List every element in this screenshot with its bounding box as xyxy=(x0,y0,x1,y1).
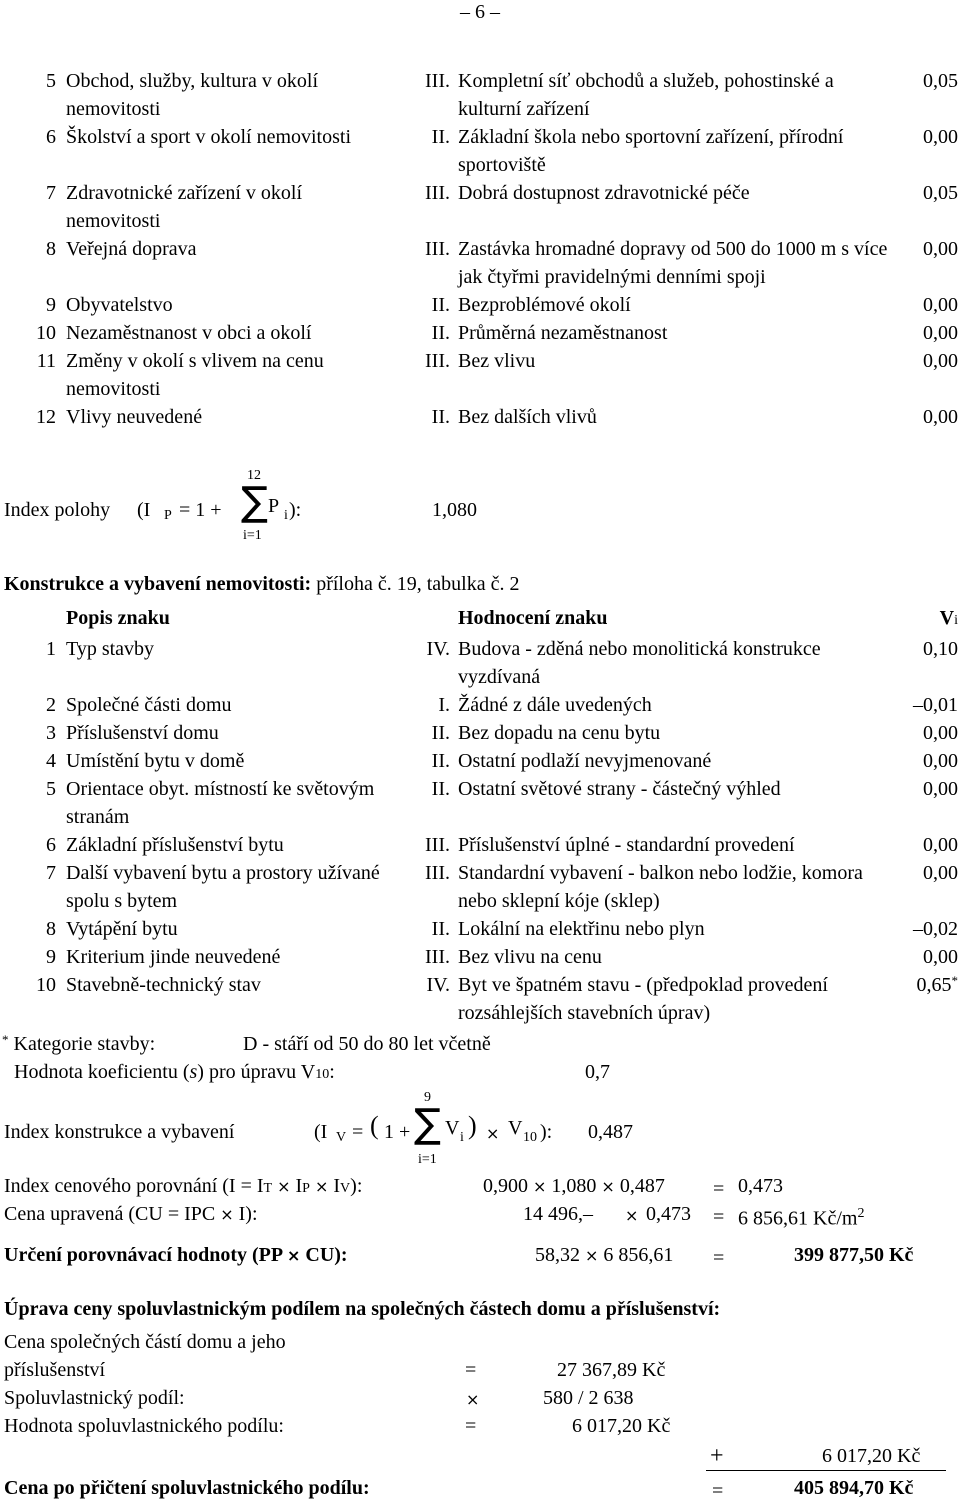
index-konstrukce-sum-top: 9 xyxy=(424,1090,431,1105)
pp-result: 399 877,50 Kč xyxy=(794,1244,914,1266)
row-roman: III. xyxy=(425,946,450,968)
row-roman: II. xyxy=(431,722,450,744)
uprava-heading: Úprava ceny spoluvlastnickým podílem na společných částech domu a příslušenství: xyxy=(4,1298,721,1320)
row-number: 11 xyxy=(36,350,56,372)
row-description: Příslušenství úplné - standardní provedení xyxy=(458,834,795,856)
location-row xyxy=(0,123,960,179)
row-name: Obyvatelstvo xyxy=(66,294,173,316)
row-value: 0,00 xyxy=(923,722,958,744)
uprava-line1b: příslušenství xyxy=(4,1359,106,1381)
row-description: Průměrná nezaměstnanost xyxy=(458,322,668,344)
row-name: Veřejná doprava xyxy=(66,238,197,260)
konstrukce-row xyxy=(0,635,960,691)
row-value: 0,10 xyxy=(923,638,958,660)
sum-divider xyxy=(706,1470,946,1471)
row-value: 0,00 xyxy=(923,350,958,372)
index-konstrukce-close: ): xyxy=(540,1121,553,1143)
index-polohy-eq: = 1 + xyxy=(179,499,222,521)
final-eq: = xyxy=(712,1480,724,1502)
row-roman: III. xyxy=(425,862,450,884)
index-cenove-factors: 0,900 × 1,080 × 0,487 xyxy=(483,1175,665,1197)
row-number: 6 xyxy=(46,834,56,856)
row-roman: III. xyxy=(425,834,450,856)
row-description: Žádné z dále uvedených xyxy=(458,694,652,716)
row-number: 3 xyxy=(46,722,56,744)
row-number: 2 xyxy=(46,694,56,716)
row-name: Vytápění bytu xyxy=(66,918,178,940)
row-name: Umístění bytu v domě xyxy=(66,750,245,772)
location-row xyxy=(0,179,960,235)
location-row xyxy=(0,347,960,403)
index-polohy-value: 1,080 xyxy=(432,499,477,521)
index-polohy-open: (I xyxy=(137,499,151,521)
konstrukce-row xyxy=(0,915,960,943)
row-name: Orientace obyt. místností ke světovým stranám xyxy=(66,778,375,828)
times-icon: × xyxy=(466,1390,480,1409)
col-hodnoceni-header: Hodnocení znaku xyxy=(458,607,608,629)
index-konstrukce-label: Index konstrukce a vybavení xyxy=(4,1121,235,1143)
index-konstrukce-sub-v: V xyxy=(336,1130,347,1145)
plus-icon: + xyxy=(710,1443,724,1469)
page-number: – 6 – xyxy=(460,1,500,23)
uprava-plus-value: 6 017,20 Kč xyxy=(822,1445,921,1467)
row-value: 0,00 xyxy=(923,406,958,428)
konstrukce-row xyxy=(0,775,960,831)
konstrukce-row xyxy=(0,747,960,775)
row-description: Ostatní podlaží nevyjmenované xyxy=(458,750,712,772)
row-number: 9 xyxy=(46,294,56,316)
row-value: 0,00 xyxy=(923,750,958,772)
uprava-eq-3: = xyxy=(465,1415,477,1437)
konstrukce-row xyxy=(0,719,960,747)
index-konstrukce-paren-open: ( xyxy=(370,1111,379,1140)
row-name: Vlivy neuvedené xyxy=(66,406,203,428)
row-roman: II. xyxy=(431,918,450,940)
row-description: Základní škola nebo sportovní zařízení, přírodní sportoviště xyxy=(458,126,844,176)
row-name: Další vybavení bytu a prostory užívané spolu s bytem xyxy=(66,862,380,912)
row-value: 0,00 xyxy=(923,294,958,316)
row-roman: IV. xyxy=(426,638,450,660)
row-roman: III. xyxy=(425,238,450,260)
koeficient-value: 0,7 xyxy=(585,1061,610,1083)
row-number: 5 xyxy=(46,778,56,800)
row-number: 9 xyxy=(46,946,56,968)
index-polohy-close: ): xyxy=(289,499,302,521)
row-roman: III. xyxy=(425,182,450,204)
index-konstrukce-sum-bottom: i=1 xyxy=(418,1152,437,1167)
row-roman: I. xyxy=(438,694,450,716)
location-row xyxy=(0,403,960,431)
row-number: 8 xyxy=(46,238,56,260)
konstrukce-row xyxy=(0,691,960,719)
index-cenove-eq: = xyxy=(713,1178,725,1200)
location-row xyxy=(0,67,960,123)
row-number: 6 xyxy=(46,126,56,148)
row-description: Bez dalších vlivů xyxy=(458,406,597,428)
row-name: Základní příslušenství bytu xyxy=(66,834,284,856)
row-value: 0,00 xyxy=(923,834,958,856)
uprava-line1a: Cena společných částí domu a jeho xyxy=(4,1331,286,1353)
row-description: Standardní vybavení - balkon nebo lodžie, komora nebo sklepní kóje (sklep) xyxy=(458,862,863,912)
row-value: 0,00 xyxy=(923,126,958,148)
konstrukce-heading-rest: příloha č. 19, tabulka č. 2 xyxy=(316,573,520,595)
times-icon: × xyxy=(486,1124,500,1143)
final-value: 405 894,70 Kč xyxy=(794,1477,914,1499)
row-number: 7 xyxy=(46,862,56,884)
row-value: 0,00 xyxy=(923,322,958,344)
kategorie-value: D - stáří od 50 do 80 let včetně xyxy=(243,1033,491,1055)
row-roman: III. xyxy=(425,70,450,92)
index-polohy-pi-sub: i xyxy=(284,508,288,523)
row-number: 10 xyxy=(36,974,56,996)
index-polohy-sum-top: 12 xyxy=(247,468,261,483)
row-number: 8 xyxy=(46,918,56,940)
row-description: Budova - zděná nebo monolitická konstrukce vyzdívaná xyxy=(458,638,821,688)
row-description: Lokální na elektřinu nebo plyn xyxy=(458,918,705,940)
index-konstrukce-v10: V xyxy=(508,1117,523,1139)
konstrukce-table xyxy=(0,604,960,1027)
uprava-line2: Spoluvlastnický podíl: xyxy=(4,1387,185,1409)
row-description: Bez vlivu na cenu xyxy=(458,946,602,968)
uprava-value3: 6 017,20 Kč xyxy=(572,1415,671,1437)
row-name: Nezaměstnanost v obci a okolí xyxy=(66,322,312,344)
konstrukce-row xyxy=(0,831,960,859)
row-number: 1 xyxy=(46,638,56,660)
konstrukce-row xyxy=(0,859,960,915)
cena-upravena-v1: 14 496,– xyxy=(523,1203,593,1225)
row-description: Kompletní síť obchodů a služeb, pohostinské a kulturní zařízení xyxy=(458,70,834,120)
uprava-value2: 580 / 2 638 xyxy=(543,1387,634,1409)
row-roman: III. xyxy=(425,350,450,372)
uprava-value1: 27 367,89 Kč xyxy=(557,1359,666,1381)
row-name: Společné části domu xyxy=(66,694,232,716)
row-value: 0,00 xyxy=(923,778,958,800)
row-name: Stavebně-technický stav xyxy=(66,974,261,996)
row-value: 0,00 xyxy=(923,946,958,968)
kategorie-label: * Kategorie stavby: xyxy=(2,1032,156,1055)
index-konstrukce-vi: V xyxy=(445,1117,460,1139)
row-value: –0,02 xyxy=(913,918,958,940)
row-value: 0,05 xyxy=(923,182,958,204)
konstrukce-header-row xyxy=(0,604,960,635)
row-roman: II. xyxy=(431,322,450,344)
footnote-mark: * xyxy=(951,973,958,988)
row-description: Dobrá dostupnost zdravotnické péče xyxy=(458,182,750,204)
index-polohy-label: Index polohy xyxy=(4,499,111,521)
index-konstrukce-open: (I xyxy=(314,1121,328,1143)
row-description: Byt ve špatném stavu - (předpoklad provedení rozsáhlejších stavebních úprav) xyxy=(458,974,828,1024)
location-table xyxy=(0,67,960,431)
row-roman: II. xyxy=(431,750,450,772)
sum-symbol-icon: ∑ xyxy=(414,1101,441,1147)
pp-factors: 58,32 × 6 856,61 xyxy=(535,1244,674,1266)
row-value: –0,01 xyxy=(913,694,958,716)
index-konstrukce-eq: = xyxy=(352,1121,364,1143)
cena-upravena-label: Cena upravená (CU = IPC × I): xyxy=(4,1203,258,1225)
row-name: Změny v okolí s vlivem na cenu nemovitosti xyxy=(66,350,324,400)
row-value: 0,05 xyxy=(923,70,958,92)
pp-eq: = xyxy=(713,1247,725,1269)
index-polohy-pi: P xyxy=(268,495,280,517)
col-popis-header: Popis znaku xyxy=(66,607,170,629)
uprava-line3: Hodnota spoluvlastnického podílu: xyxy=(4,1415,284,1437)
row-value: 0,65* xyxy=(916,973,958,996)
index-konstrukce-value: 0,487 xyxy=(588,1121,633,1143)
konstrukce-heading-bold: Konstrukce a vybavení nemovitosti: xyxy=(4,573,312,595)
row-name: Školství a sport v okolí nemovitosti xyxy=(66,126,352,148)
row-number: 10 xyxy=(36,322,56,344)
location-row xyxy=(0,319,960,347)
uprava-eq-1: = xyxy=(465,1359,477,1381)
location-row xyxy=(0,235,960,291)
row-roman: IV. xyxy=(426,974,450,996)
cena-upravena-result: 6 856,61 $Kč/m^2$ xyxy=(738,1206,865,1230)
row-number: 7 xyxy=(46,182,56,204)
row-roman: II. xyxy=(431,406,450,428)
row-number: 4 xyxy=(46,750,56,772)
row-number: 5 xyxy=(46,70,56,92)
cena-upravena-eq: = xyxy=(713,1206,725,1228)
konstrukce-heading xyxy=(4,570,520,598)
index-polohy-sub-p: P xyxy=(164,508,172,523)
row-name: Kriterium jinde neuvedené xyxy=(66,946,281,968)
row-description: Ostatní světové strany - částečný výhled xyxy=(458,778,781,800)
row-value: 0,00 xyxy=(923,238,958,260)
index-konstrukce-one-plus: 1 + xyxy=(384,1121,411,1143)
index-cenove-result: 0,473 xyxy=(738,1175,783,1197)
cena-upravena-v2: 0,473 xyxy=(646,1203,691,1225)
konstrukce-row xyxy=(0,971,960,1027)
row-name: Typ stavby xyxy=(66,638,155,660)
row-description: Bez vlivu xyxy=(458,350,536,372)
index-konstrukce-vi-sub: i xyxy=(460,1130,464,1145)
index-cenove-label: Index cenového porovnání (I = IT × IP × IV): xyxy=(4,1175,363,1197)
row-description: Bez dopadu na cenu bytu xyxy=(458,722,661,744)
times-icon: × xyxy=(625,1206,639,1225)
index-polohy-sum-bottom: i=1 xyxy=(243,528,262,543)
col-v-header: Vi xyxy=(939,607,958,629)
index-konstrukce-v10-sub: 10 xyxy=(523,1130,537,1145)
row-description: Bezproblémové okolí xyxy=(458,294,631,316)
row-roman: II. xyxy=(431,294,450,316)
row-roman: II. xyxy=(431,778,450,800)
row-name: Obchod, služby, kultura v okolí nemovitosti xyxy=(66,70,319,120)
pp-label: Určení porovnávací hodnoty (PP × CU): xyxy=(4,1244,348,1266)
row-roman: II. xyxy=(431,126,450,148)
row-number: 12 xyxy=(36,406,56,428)
sum-symbol-icon: ∑ xyxy=(241,479,268,525)
row-value: 0,00 xyxy=(923,862,958,884)
index-konstrukce-paren-close: ) xyxy=(468,1111,477,1140)
location-row xyxy=(0,291,960,319)
final-label: Cena po přičtení spoluvlastnického podílu: xyxy=(4,1477,370,1499)
row-name: Zdravotnické zařízení v okolí nemovitosti xyxy=(66,182,303,232)
row-description: Zastávka hromadné dopravy od 500 do 1000 m s více jak čtyřmi pravidelnými denními spoji xyxy=(458,238,888,288)
koeficient-label: Hodnota koeficientu (s) pro úpravu V10: xyxy=(14,1061,335,1083)
row-name: Příslušenství domu xyxy=(66,722,219,744)
konstrukce-row xyxy=(0,943,960,971)
